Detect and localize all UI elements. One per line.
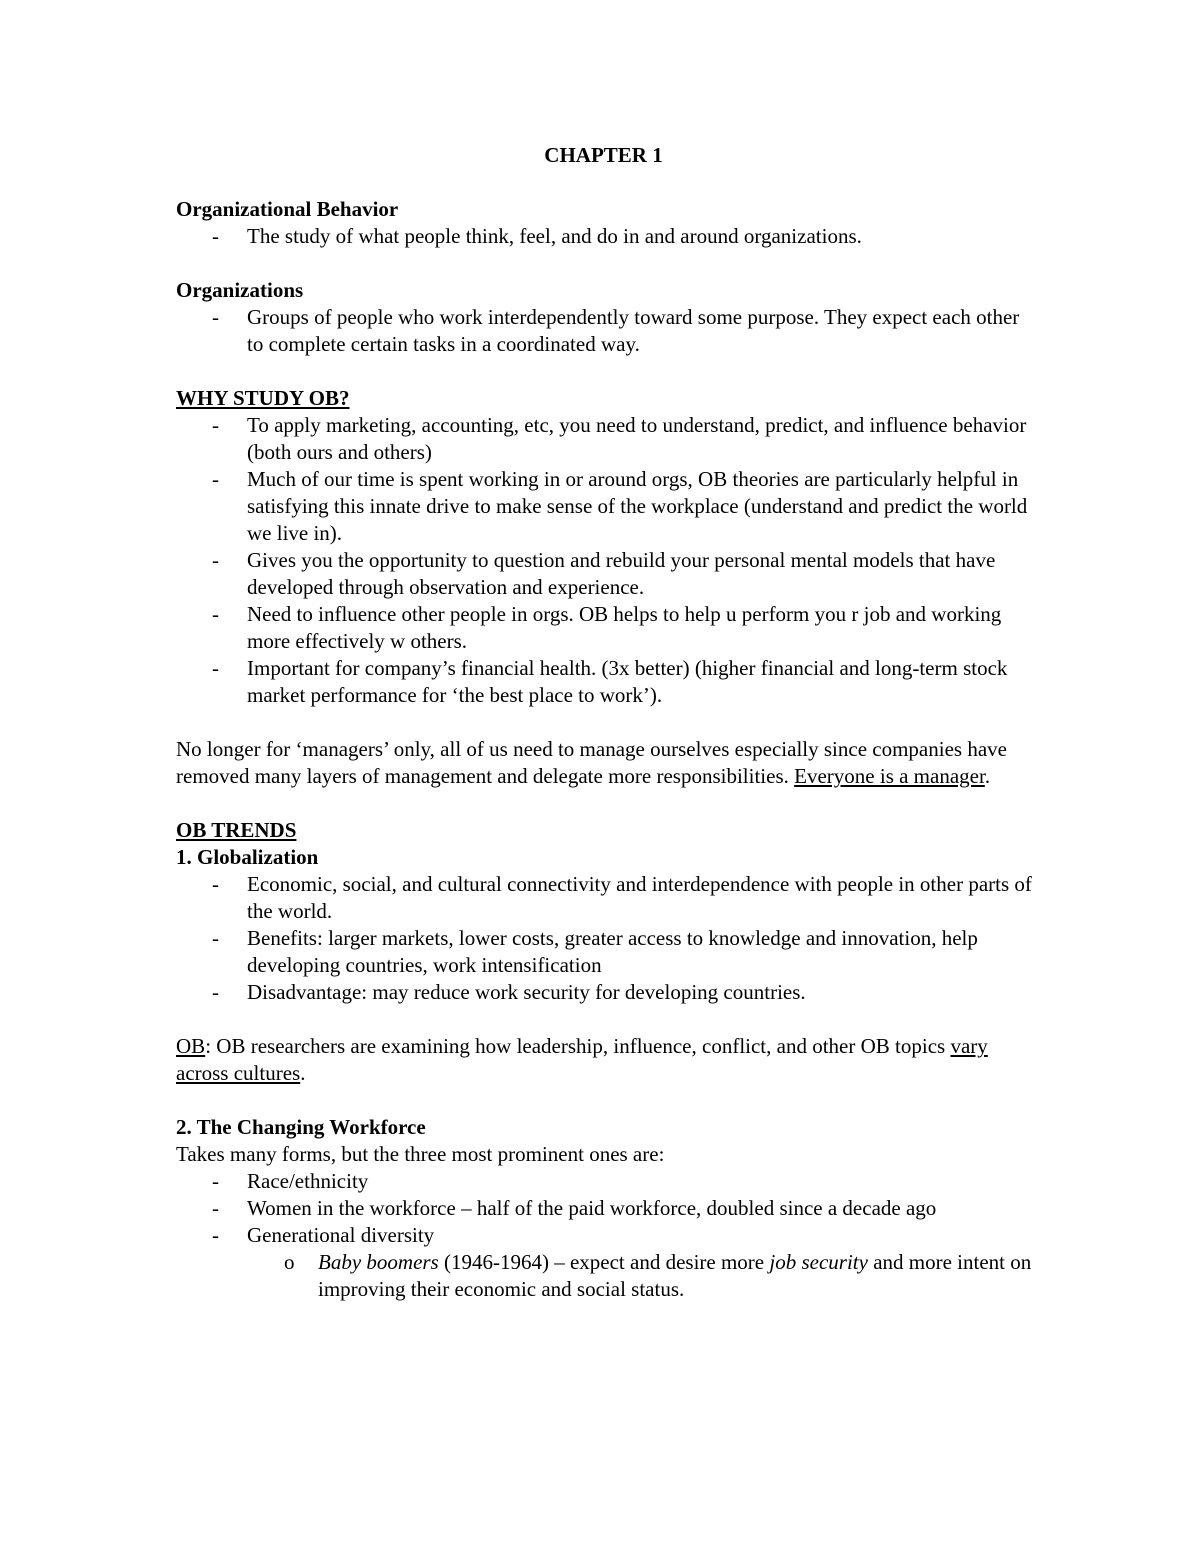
list-item: - Much of our time is spent working in or around orgs, OB theories are particularly helpful in satisfying this innate drive to make sense of the workplace (understand and predict the world we live in). — [212, 467, 1028, 545]
list-item: - Disadvantage: may reduce work security for developing countries. — [212, 980, 806, 1004]
dash-bullet: - — [212, 413, 219, 437]
dash-bullet: - — [212, 872, 219, 896]
dash-bullet: - — [212, 1223, 219, 1247]
why-study-heading: WHY STUDY OB? — [176, 386, 350, 410]
dash-bullet: - — [212, 305, 219, 329]
dash-bullet: - — [212, 602, 219, 626]
ob-label: OB — [176, 1034, 206, 1058]
organizations-list — [176, 304, 1036, 358]
list-item: - To apply marketing, accounting, etc, you need to understand, predict, and influence behavior (both ours and others) — [212, 413, 1027, 464]
dash-bullet: - — [212, 467, 219, 491]
dash-bullet: - — [212, 980, 219, 1004]
dash-bullet: - — [212, 224, 219, 248]
dash-bullet: - — [212, 548, 219, 572]
everyone-manager-underline: Everyone is a manager — [794, 764, 985, 788]
list-item: - Economic, social, and cultural connectivity and interdependence with people in other parts of the world. — [212, 872, 1032, 923]
list-item: - Race/ethnicity — [212, 1169, 369, 1193]
ob-definition-list — [176, 223, 1036, 250]
list-item: - Benefits: larger markets, lower costs, greater access to knowledge and innovation, help developing countries, work intensification — [212, 926, 978, 977]
list-item: o Baby boomers (1946-1964) – expect and desire more job security and more intent on improving their economic and social status. — [284, 1250, 1032, 1301]
workforce-list — [176, 1168, 1036, 1303]
circle-bullet: o — [284, 1250, 295, 1274]
list-item: - Women in the workforce – half of the paid workforce, doubled since a decade ago — [212, 1196, 937, 1220]
dash-bullet: - — [212, 1196, 219, 1220]
why-study-list — [176, 412, 1036, 709]
list-item: - Important for company’s financial health. (3x better) (higher financial and long-term stock market performance for ‘the best place to work’). — [212, 656, 1008, 707]
list-item: - Groups of people who work interdependently toward some purpose. They expect each other to complete certain tasks in a coordinated way. — [212, 305, 1020, 356]
dash-bullet: - — [212, 926, 219, 950]
list-item: - Gives you the opportunity to question and rebuild your personal mental models that have developed through observation and experience. — [212, 548, 996, 599]
globalization-list — [176, 871, 1036, 1006]
workforce-heading: 2. The Changing Workforce — [176, 1115, 426, 1139]
managers-note: No longer for ‘managers’ only, all of us need to manage ourselves especially since companies have removed many layers of management and delegate more responsibilities. Everyone is a manager. — [176, 737, 1007, 788]
list-item: - The study of what people think, feel, and do in and around organizations. — [212, 224, 862, 248]
globalization-heading: 1. Globalization — [176, 845, 319, 869]
generational-sublist — [247, 1249, 1036, 1303]
workforce-intro: Takes many forms, but the three most prominent ones are: — [176, 1142, 665, 1166]
list-item: - Generational diversity o Baby boomers (1946-1964) – expect and desire more job security and more intent on improving their economic and social status. — [247, 1222, 1036, 1303]
dash-bullet: - — [212, 1169, 219, 1193]
ob-trends-heading: OB TRENDS — [176, 818, 297, 842]
vary-across-cultures-underline: vary across cultures — [176, 1034, 988, 1085]
ob-culture-note: OB: OB researchers are examining how leadership, influence, conflict, and other OB topics vary across cultures. — [176, 1034, 988, 1085]
ob-definition-heading: Organizational Behavior — [176, 197, 399, 221]
dash-bullet: - — [212, 656, 219, 680]
chapter-title: CHAPTER 1 — [544, 143, 663, 167]
list-item: - Need to influence other people in orgs. OB helps to help u perform you r job and working more effectively w others. — [212, 602, 1002, 653]
document-content — [176, 142, 1036, 1303]
organizations-heading: Organizations — [176, 278, 304, 302]
